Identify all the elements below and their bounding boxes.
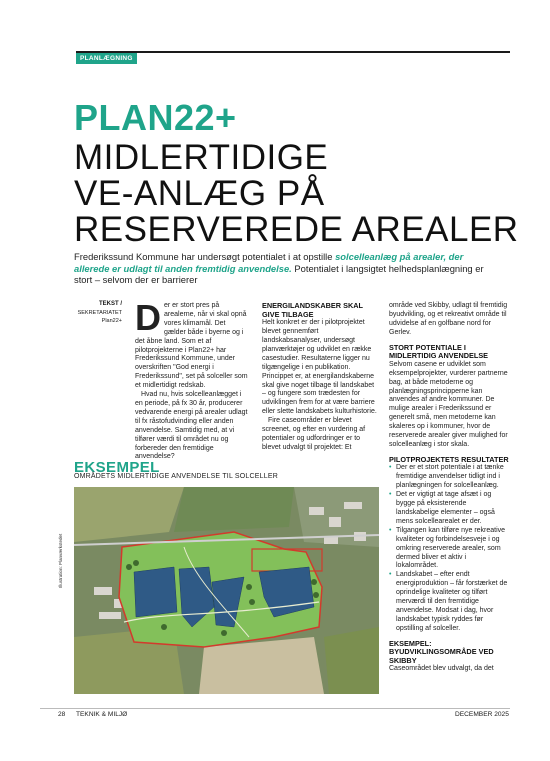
example-subtitle: OMRÅDETS MIDLERTIDIGE ANVENDELSE TIL SOLCELLER	[74, 473, 278, 480]
top-rule	[76, 51, 510, 53]
page-number: 28	[58, 711, 66, 718]
body-paragraph: område ved Skibby, udlagt til fremtidig byudvikling, og et rekreativt område til udvidelse af en golfbane nord for Gerlev.	[389, 302, 508, 336]
byline-role: SEKRETARIATET	[77, 309, 122, 316]
section-tag: PLANLÆGNING	[76, 53, 137, 64]
field	[324, 627, 379, 694]
body-paragraph: er er stort pres på arealerne, når vi skal opnå vores klimamål. Det gælder både i byerne og i det åbne land. Som et af pilotprojekterne i Plan22+ har Frederikssund Kommune, under overskriften "God energi i Frederikssund", set på solceller som et midlertidigt redskab.	[135, 302, 248, 390]
drop-cap: D	[135, 297, 161, 338]
headline-line-1: MIDLERTIDIGE	[74, 138, 329, 177]
body-paragraph: Fire caseområder er blevet screenet, og efter en vurdering af potentialer og udfordringer er to blevet udvalgt til projektet: Et	[262, 417, 366, 451]
lead-text: Frederikssund Kommune har undersøgt potentialet i at opstille	[74, 251, 336, 262]
subheading: PILOTPROJEKTETS RESULTATER	[389, 454, 509, 464]
kicker: PLAN22+	[74, 97, 237, 138]
field	[174, 487, 294, 532]
column-1	[135, 297, 249, 462]
byline-label: TEKST /	[98, 301, 122, 307]
issue-date: DECEMBER 2025	[455, 711, 509, 718]
list-item: • Der er et stort potentiale i at tænke fremtidige anvendelser tidligt ind i planlægningen for solcelleanlæg.	[396, 464, 509, 491]
column-2	[262, 302, 377, 453]
list-item: • Tilgangen kan tilføre nye rekreative kvaliteter og forbindelsesveje i og omkring reserverede arealer, som dermed bliver et aktiv i lokalområdet.	[396, 527, 509, 572]
lead-paragraph	[74, 251, 484, 286]
magazine-name: TEKNIK & MILJØ	[76, 711, 128, 718]
lead-highlight: solcelleanlæg på arealer, der allerede er udlagt til anden fremtidig anvendelse.	[74, 251, 464, 274]
body-paragraph: Selvom casene er udviklet som eksempelprojekter, vurderer partnerne bag, at både metoderne og planlægningsprincipperne kan anvendes af andre kommuner. De mulige arealer i Frederikssund er generelt små, men metoderne kan skaleres op i kommuner, hvor de reserverede arealer giver mulighed for solcelleanlæg i stor skala.	[389, 360, 508, 448]
column-3	[389, 302, 509, 674]
example-title: EKSEMPEL	[74, 459, 160, 476]
headline-line-2: VE-ANLÆG PÅ	[74, 174, 325, 213]
lead-text-end: Potentialet i langsigtet helhedsplanlægning er stort – selvom der er barrierer	[74, 262, 484, 286]
results-list	[389, 464, 509, 633]
list-item: • Landskabet – efter endt energiproduktion – får forstærket de oprindelige kvaliteter og tilført merværdi til den fremtidige anvendelse. Modsat i dag, hvor landskabet typisk ryddes før opstilling af solceller.	[396, 571, 509, 633]
list-item: • Det er vigtigt at tage afsæt i og bygge på eksisterende landskabelige elementer – også mens solcellearealet er der.	[396, 491, 509, 527]
body-paragraph: Hvad nu, hvis solcelleanlægget i en periode, på fx 30 år, producerer vedvarende energi på arealer udlagt til fx råstofudvinding eller anden anvendelse. Samtidig med, at vi tilfører værdi til området nu og forbereder den fremtidige anvendelse?	[135, 391, 248, 461]
aerial-illustration	[74, 487, 379, 694]
photo-credit	[58, 488, 67, 598]
byline	[74, 300, 122, 326]
body-paragraph: Caseområdet blev udvalgt, da det	[389, 665, 494, 673]
photo-credit-text: Illustration: Planværkstedet	[58, 533, 63, 588]
headline-line-3: RESERVEREDE AREALER	[74, 210, 519, 249]
body-paragraph: Helt konkret er der i pilotprojektet blevet gennemført landskabsanalyser, undersøgt planværktøjer og udviklet en række casestudier. Resultaterne ligger nu tilgængelige i en publikation. Princippet er, at energilandskaberne skal give noget tilbage til landskabet – og fungere som trædesten for udviklingen frem for at være barriere eller slette landskabets kulturhistorie.	[262, 319, 377, 416]
subheading: STORT POTENTIALE I MIDLERTIDIG ANVENDELSE	[389, 342, 489, 361]
subheading: EKSEMPEL: BYUDVIKLINGSOMRÅDE VED SKIBBY	[389, 638, 494, 665]
footer-rule	[40, 708, 510, 709]
subheading: ENERGILANDSKABER SKAL GIVE TILBAGE	[262, 301, 363, 319]
byline-name: Plan22+	[101, 318, 122, 324]
